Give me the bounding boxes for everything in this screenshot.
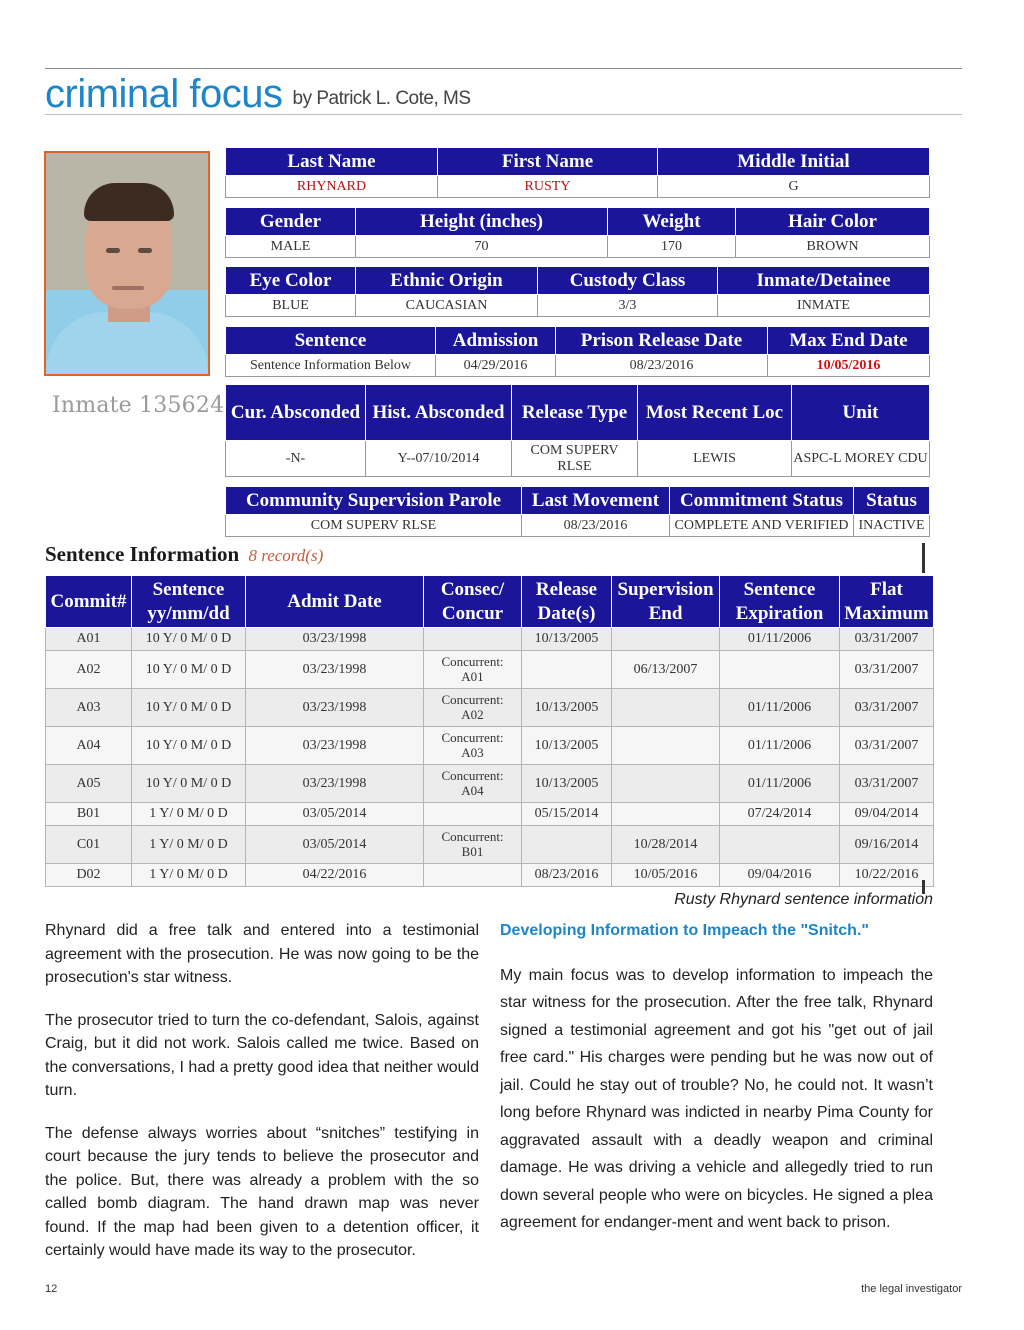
classification-table — [225, 266, 930, 317]
consec-concur-cell: Concurrent: B01 — [424, 826, 522, 864]
header-line: Concur — [441, 602, 504, 624]
article-paragraph: The prosecutor tried to turn the co-defendant, Salois, against Craig, but it did not work. Salois called me twice. Based on the conversations, I had a pretty good idea that neither would turn. — [45, 1011, 479, 1099]
commit-cell: D02 — [46, 864, 132, 887]
header-line: End — [648, 602, 683, 624]
figure-caption: Rusty Rhynard sentence information — [674, 891, 933, 908]
expiration-cell — [720, 651, 840, 689]
consec-concur-cell: Concurrent: A01 — [424, 651, 522, 689]
header-ethnic-origin: Ethnic Origin — [356, 267, 538, 295]
header-sentence-length — [132, 576, 246, 628]
byline: by Patrick L. Cote, MS — [292, 88, 471, 109]
release-date-cell: 05/15/2014 — [522, 803, 612, 826]
header-sentence: Sentence — [226, 327, 436, 355]
photo-eye-left — [106, 248, 120, 253]
mugshot-photo — [44, 151, 210, 376]
table-row — [46, 864, 934, 887]
article-subhead: Developing Information to Impeach the "Snitch." — [500, 922, 869, 939]
supervision-end-cell — [612, 727, 720, 765]
sentence-info-title: Sentence Information — [45, 542, 240, 566]
flat-maximum-cell: 03/31/2007 — [840, 727, 934, 765]
admit-date-cell: 03/23/1998 — [246, 689, 424, 727]
value-gender: MALE — [226, 236, 356, 258]
header-prison-release-date: Prison Release Date — [556, 327, 768, 355]
header-custody-class: Custody Class — [538, 267, 718, 295]
expiration-cell: 01/11/2006 — [720, 727, 840, 765]
value-commitment-status: COMPLETE AND VERIFIED — [670, 515, 854, 537]
header-max-end-date: Max End Date — [768, 327, 930, 355]
consec-concur-cell: Concurrent: A04 — [424, 765, 522, 803]
value-unit: ASPC-L MOREY CDU — [792, 441, 930, 477]
flat-maximum-cell: 09/16/2014 — [840, 826, 934, 864]
admit-date-cell: 03/23/1998 — [246, 765, 424, 803]
section-title: criminal focus — [45, 72, 283, 116]
header-community-supervision: Community Supervision Parole — [226, 487, 522, 515]
release-date-cell — [522, 826, 612, 864]
value-hist-absconded: Y--07/10/2014 — [366, 441, 512, 477]
header-line: Sentence — [152, 578, 225, 600]
expiration-cell: 01/11/2006 — [720, 689, 840, 727]
header-line: Maximum — [844, 602, 929, 624]
table-row — [46, 765, 934, 803]
commit-cell: A01 — [46, 628, 132, 651]
value-status: INACTIVE — [854, 515, 930, 537]
header-consec-concur — [424, 576, 522, 628]
supervision-end-cell — [612, 765, 720, 803]
commit-cell: A05 — [46, 765, 132, 803]
supervision-end-cell — [612, 803, 720, 826]
status-table — [225, 486, 930, 537]
release-date-cell: 10/13/2005 — [522, 727, 612, 765]
header-last-movement: Last Movement — [522, 487, 670, 515]
header-unit: Unit — [792, 385, 930, 441]
admit-date-cell: 03/23/1998 — [246, 727, 424, 765]
vertical-divider-top — [922, 543, 925, 573]
header-flat-maximum — [840, 576, 934, 628]
expiration-cell: 07/24/2014 — [720, 803, 840, 826]
value-most-recent-loc: LEWIS — [638, 441, 792, 477]
header-first-name: First Name — [438, 148, 658, 176]
release-date-cell: 08/23/2016 — [522, 864, 612, 887]
value-hair-color: BROWN — [736, 236, 930, 258]
header-line: Expiration — [735, 602, 824, 624]
photo-eye-right — [138, 248, 152, 253]
commit-cell: A04 — [46, 727, 132, 765]
release-date-cell: 10/13/2005 — [522, 765, 612, 803]
sentence-info-table — [45, 575, 934, 887]
header-line: Admit Date — [287, 590, 382, 612]
commit-cell: A02 — [46, 651, 132, 689]
header-inmate-detainee: Inmate/Detainee — [718, 267, 930, 295]
header-rule-top — [45, 68, 962, 69]
admit-date-cell: 03/23/1998 — [246, 651, 424, 689]
header-weight: Weight — [608, 208, 736, 236]
value-eye-color: BLUE — [226, 295, 356, 317]
inmate-number-label: Inmate 135624 — [52, 393, 225, 418]
sentence-cell: 10 Y/ 0 M/ 0 D — [132, 689, 246, 727]
photo-hair — [84, 183, 174, 221]
supervision-end-cell: 06/13/2007 — [612, 651, 720, 689]
release-date-cell: 10/13/2005 — [522, 689, 612, 727]
header-gender: Gender — [226, 208, 356, 236]
value-last-name: RHYNARD — [226, 176, 438, 198]
header-supervision-end — [612, 576, 720, 628]
header-line: Supervision — [617, 578, 714, 600]
admit-date-cell: 04/22/2016 — [246, 864, 424, 887]
admit-date-cell: 03/05/2014 — [246, 826, 424, 864]
value-sentence: Sentence Information Below — [226, 355, 436, 377]
header-commitment-status: Commitment Status — [670, 487, 854, 515]
name-table — [225, 147, 930, 198]
header-admission: Admission — [436, 327, 556, 355]
expiration-cell: 01/11/2006 — [720, 765, 840, 803]
header-line: Consec/ — [440, 578, 505, 600]
article-right-column — [500, 919, 933, 1237]
header-release-type: Release Type — [512, 385, 638, 441]
header-line: Sentence — [743, 578, 816, 600]
release-date-cell: 10/13/2005 — [522, 628, 612, 651]
header-middle-initial: Middle Initial — [658, 148, 930, 176]
physical-table — [225, 207, 930, 258]
sentence-cell: 10 Y/ 0 M/ 0 D — [132, 651, 246, 689]
sentence-record-count: 8 record(s) — [248, 546, 324, 565]
magazine-name: the legal investigator — [861, 1283, 962, 1295]
value-prison-release-date: 08/23/2016 — [556, 355, 768, 377]
value-weight: 170 — [608, 236, 736, 258]
value-admission: 04/29/2016 — [436, 355, 556, 377]
value-ethnic-origin: CAUCASIAN — [356, 295, 538, 317]
value-custody-class: 3/3 — [538, 295, 718, 317]
header-cur-absconded: Cur. Absconded — [226, 385, 366, 441]
table-row — [46, 628, 934, 651]
sentence-cell: 1 Y/ 0 M/ 0 D — [132, 803, 246, 826]
value-community-supervision: COM SUPERV RLSE — [226, 515, 522, 537]
page-number: 12 — [45, 1283, 58, 1295]
header-line: Commit# — [50, 590, 127, 612]
consec-concur-cell — [424, 803, 522, 826]
supervision-end-cell — [612, 689, 720, 727]
consec-concur-cell: Concurrent: A03 — [424, 727, 522, 765]
consec-concur-cell: Concurrent: A02 — [424, 689, 522, 727]
release-table — [225, 384, 930, 477]
sentence-cell: 10 Y/ 0 M/ 0 D — [132, 765, 246, 803]
value-first-name: RUSTY — [438, 176, 658, 198]
sentence-summary-table — [225, 326, 930, 377]
table-row — [46, 826, 934, 864]
sentence-table-header — [46, 576, 934, 628]
article-paragraph: My main focus was to develop information to impeach the star witness for the prosecution. After the free talk, Rhynard signed a testimonial agreement and got his "get out of jail free card." His charges were pending but he was now out of jail. Could he stay out of trouble? No, he could not. It wasn’t long before Rhynard was indicted in nearby Pima County for aggravated assault with a deadly weapon and criminal damage. He was driving a vehicle and allegedly tried to run down several people who were on bicycles. He signed a plea agreement for endanger-ment and went back to prison. — [500, 966, 933, 1231]
value-last-movement: 08/23/2016 — [522, 515, 670, 537]
value-inmate-detainee: INMATE — [718, 295, 930, 317]
flat-maximum-cell: 03/31/2007 — [840, 651, 934, 689]
header-eye-color: Eye Color — [226, 267, 356, 295]
flat-maximum-cell: 03/31/2007 — [840, 628, 934, 651]
value-cur-absconded: -N- — [226, 441, 366, 477]
flat-maximum-cell: 03/31/2007 — [840, 765, 934, 803]
header-rule-bottom — [45, 114, 962, 115]
sentence-cell: 1 Y/ 0 M/ 0 D — [132, 826, 246, 864]
sentence-cell: 1 Y/ 0 M/ 0 D — [132, 864, 246, 887]
table-row — [46, 803, 934, 826]
release-date-cell — [522, 651, 612, 689]
supervision-end-cell: 10/28/2014 — [612, 826, 720, 864]
header-commit — [46, 576, 132, 628]
photo-mouth — [112, 286, 144, 290]
header-hair-color: Hair Color — [736, 208, 930, 236]
supervision-end-cell: 10/05/2016 — [612, 864, 720, 887]
header-release-dates — [522, 576, 612, 628]
article-paragraph: The defense always worries about “snitches” testifying in court because the jury tends to believe the prosecutor and the police. But, there was already a problem with the so called bomb diagram. The hand drawn map was never found. If the map had been given to a detention officer, it certainly would have made its way to the prosecutor. — [45, 1124, 479, 1259]
flat-maximum-cell: 10/22/2016 — [840, 864, 934, 887]
admit-date-cell: 03/05/2014 — [246, 803, 424, 826]
article-paragraph: Rhynard did a free talk and entered into a testimonial agreement with the prosecution. He was now going to be the prosecution's star witness. — [45, 922, 479, 986]
commit-cell: B01 — [46, 803, 132, 826]
header-line: Release — [535, 578, 598, 600]
header-last-name: Last Name — [226, 148, 438, 176]
header-line: Flat — [870, 578, 903, 600]
header-height: Height (inches) — [356, 208, 608, 236]
sentence-info-heading — [45, 542, 323, 567]
header-line: Date(s) — [537, 602, 596, 624]
value-release-type: COM SUPERV RLSE — [512, 441, 638, 477]
header-status: Status — [854, 487, 930, 515]
expiration-cell: 09/04/2016 — [720, 864, 840, 887]
table-row — [46, 689, 934, 727]
commit-cell: C01 — [46, 826, 132, 864]
commit-cell: A03 — [46, 689, 132, 727]
flat-maximum-cell: 09/04/2014 — [840, 803, 934, 826]
sentence-cell: 10 Y/ 0 M/ 0 D — [132, 727, 246, 765]
admit-date-cell: 03/23/1998 — [246, 628, 424, 651]
supervision-end-cell — [612, 628, 720, 651]
expiration-cell — [720, 826, 840, 864]
article-left-column — [45, 919, 479, 1282]
value-max-end-date: 10/05/2016 — [768, 355, 930, 377]
header-line: yy/mm/dd — [147, 602, 230, 624]
header-sentence-expiration — [720, 576, 840, 628]
page-header — [45, 70, 471, 114]
consec-concur-cell — [424, 864, 522, 887]
table-row — [46, 651, 934, 689]
header-admit-date — [246, 576, 424, 628]
consec-concur-cell — [424, 628, 522, 651]
value-middle-initial: G — [658, 176, 930, 198]
table-row — [46, 727, 934, 765]
sentence-cell: 10 Y/ 0 M/ 0 D — [132, 628, 246, 651]
header-hist-absconded: Hist. Absconded — [366, 385, 512, 441]
value-height: 70 — [356, 236, 608, 258]
flat-maximum-cell: 03/31/2007 — [840, 689, 934, 727]
expiration-cell: 01/11/2006 — [720, 628, 840, 651]
sentence-table-body — [46, 628, 934, 887]
header-most-recent-loc: Most Recent Loc — [638, 385, 792, 441]
